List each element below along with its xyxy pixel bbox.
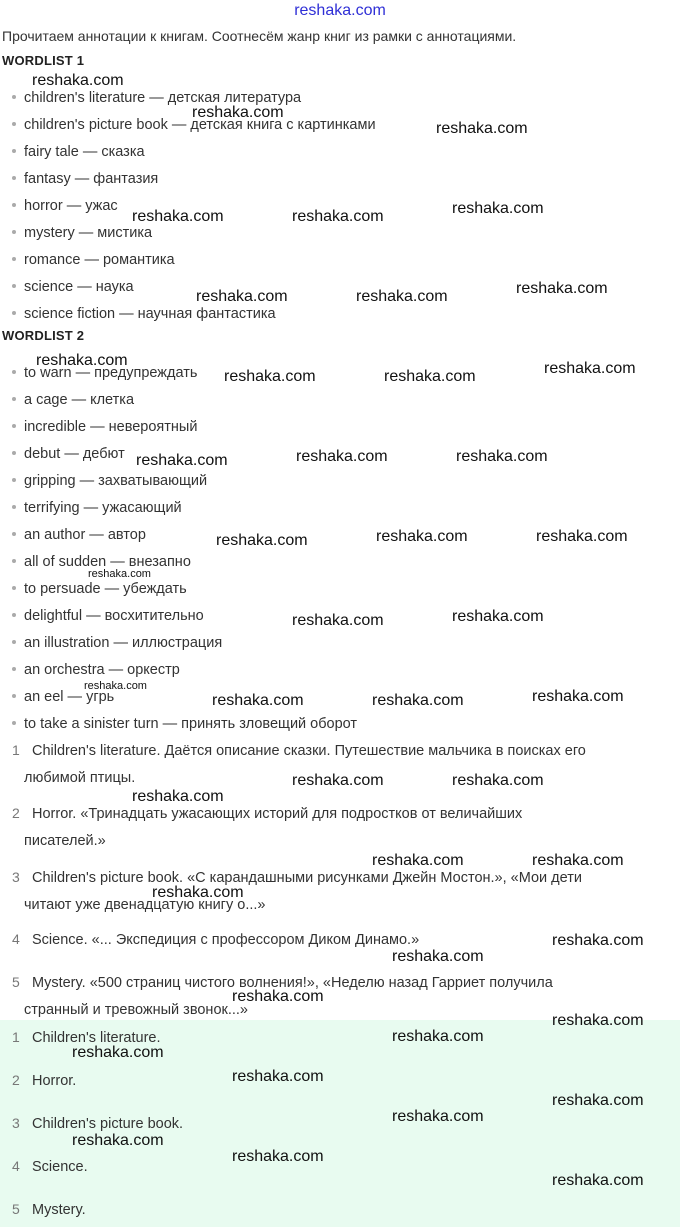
watermark-text: reshaka.com	[36, 352, 128, 369]
wordlist2-item-text: to take a sinister turn — принять зловещий оборот	[24, 716, 358, 732]
watermark-text: reshaka.com	[296, 448, 388, 465]
wordlist2-item	[12, 500, 182, 516]
watermark-text: reshaka.com	[392, 1108, 484, 1125]
answer-text: Science.	[32, 1159, 88, 1175]
watermark-text: reshaka.com	[72, 1132, 164, 1149]
watermark-text: reshaka.com	[456, 448, 548, 465]
bullet-icon	[12, 95, 16, 99]
wordlist2-item-text: a cage — клетка	[24, 392, 135, 408]
wordlist1-item-text: fantasy — фантазия	[24, 171, 159, 187]
answer-text: Mystery.	[32, 1202, 86, 1218]
wordlist2-item-text: all of sudden — внезапно	[24, 554, 191, 570]
bullet-icon	[12, 478, 16, 482]
annotation-text-continued: читают уже двенадцатую книгу о...»	[24, 897, 266, 913]
answer-number: 4	[12, 1158, 20, 1174]
annotation-item	[12, 931, 419, 948]
wordlist2-item	[12, 446, 125, 462]
watermark-text: reshaka.com	[216, 532, 308, 549]
watermark-text: reshaka.com	[292, 208, 384, 225]
site-link[interactable]: reshaka.com	[294, 2, 386, 19]
watermark-text: reshaka.com	[384, 368, 476, 385]
wordlist2-item-text: gripping — захватывающий	[24, 473, 208, 489]
bullet-icon	[12, 721, 16, 725]
watermark-text: reshaka.com	[452, 608, 544, 625]
watermark-text: reshaka.com	[196, 288, 288, 305]
bullet-icon	[12, 370, 16, 374]
wordlist1-title: WORDLIST 1	[2, 53, 85, 68]
annotation-number: 4	[12, 931, 20, 947]
watermark-text: reshaka.com	[136, 452, 228, 469]
watermark-text: reshaka.com	[88, 568, 151, 580]
wordlist2-title: WORDLIST 2	[2, 328, 85, 343]
watermark-text: reshaka.com	[292, 772, 384, 789]
watermark-text: reshaka.com	[392, 1028, 484, 1045]
wordlist2-item-text: incredible — невероятный	[24, 419, 198, 435]
bullet-icon	[12, 505, 16, 509]
annotation-text: Children's literature. Даётся описание сказки. Путешествие мальчика в поисках его	[32, 743, 586, 759]
wordlist2-item-text: an illustration — иллюстрация	[24, 635, 223, 651]
answer-item	[12, 1072, 76, 1089]
answer-text: Horror.	[32, 1073, 77, 1089]
annotation-text: Science. «... Экспедиция с профессором Диком Динамо.»	[32, 932, 420, 948]
answer-text: Children's picture book.	[32, 1116, 184, 1132]
wordlist2-item	[12, 635, 222, 651]
answer-item	[12, 1158, 88, 1175]
wordlist2-item-text: to persuade — убеждать	[24, 581, 187, 597]
wordlist2-item	[12, 419, 197, 435]
watermark-text: reshaka.com	[192, 104, 284, 121]
watermark-text: reshaka.com	[84, 680, 147, 692]
wordlist1-item-text: science fiction — научная фантастика	[24, 306, 276, 322]
bullet-icon	[12, 667, 16, 671]
annotation-number: 2	[12, 805, 20, 821]
bullet-icon	[12, 284, 16, 288]
watermark-text: reshaka.com	[532, 688, 624, 705]
wordlist1-item	[12, 279, 134, 295]
watermark-text: reshaka.com	[212, 692, 304, 709]
annotation-number: 3	[12, 869, 20, 885]
watermark-text: reshaka.com	[376, 528, 468, 545]
bullet-icon	[12, 311, 16, 315]
bullet-icon	[12, 397, 16, 401]
answer-number: 2	[12, 1072, 20, 1088]
annotation-number: 1	[12, 742, 20, 758]
annotation-text-continued: писателей.»	[24, 833, 106, 849]
answer-number: 5	[12, 1201, 20, 1217]
bullet-icon	[12, 586, 16, 590]
watermark-text: reshaka.com	[232, 988, 324, 1005]
wordlist1-item	[12, 306, 276, 322]
watermark-text: reshaka.com	[552, 1092, 644, 1109]
watermark-text: reshaka.com	[356, 288, 448, 305]
wordlist2-item	[12, 392, 134, 408]
watermark-text: reshaka.com	[372, 692, 464, 709]
watermark-text: reshaka.com	[152, 884, 244, 901]
wordlist1-item-text: children's picture book — детская книга с картинками	[24, 117, 376, 133]
annotation-text: Horror. «Тринадцать ужасающих историй для подростков от величайших	[32, 806, 523, 822]
wordlist2-item-text: terrifying — ужасающий	[24, 500, 182, 516]
bullet-icon	[12, 230, 16, 234]
bullet-icon	[12, 640, 16, 644]
watermark-text: reshaka.com	[544, 360, 636, 377]
wordlist1-item	[12, 144, 145, 160]
bullet-icon	[12, 203, 16, 207]
wordlist2-item	[12, 608, 204, 624]
answer-number: 1	[12, 1029, 20, 1045]
annotation-item	[12, 805, 522, 822]
answer-item	[12, 1201, 86, 1218]
bullet-icon	[12, 694, 16, 698]
wordlist1-item-text: romance — романтика	[24, 252, 175, 268]
watermark-text: reshaka.com	[532, 852, 624, 869]
instruction-text: Прочитаем аннотации к книгам. Соотнесём жанр книг из рамки с аннотациями.	[2, 28, 517, 44]
wordlist2-item-text: an orchestra — оркестр	[24, 662, 180, 678]
watermark-text: reshaka.com	[232, 1148, 324, 1165]
watermark-text: reshaka.com	[436, 120, 528, 137]
bullet-icon	[12, 257, 16, 261]
watermark-text: reshaka.com	[452, 200, 544, 217]
watermark-text: reshaka.com	[392, 948, 484, 965]
wordlist2-item	[12, 662, 180, 678]
wordlist2-item-text: an eel — угрь	[24, 689, 115, 705]
wordlist2-item	[12, 473, 207, 489]
watermark-text: reshaka.com	[224, 368, 316, 385]
wordlist1-item-text: mystery — мистика	[24, 225, 153, 241]
wordlist2-item-text: an author — автор	[24, 527, 146, 543]
wordlist2-item-text: delightful — восхитительно	[24, 608, 204, 624]
bullet-icon	[12, 451, 16, 455]
watermark-text: reshaka.com	[552, 1012, 644, 1029]
wordlist1-item	[12, 225, 152, 241]
wordlist2-item-text: debut — дебют	[24, 446, 125, 462]
answer-item	[12, 1115, 183, 1132]
watermark-text: reshaka.com	[132, 788, 224, 805]
bullet-icon	[12, 559, 16, 563]
bullet-icon	[12, 122, 16, 126]
watermark-text: reshaka.com	[516, 280, 608, 297]
watermark-text: reshaka.com	[552, 1172, 644, 1189]
annotation-text-continued: странный и тревожный звонок...»	[24, 1002, 248, 1018]
annotation-text: Children's picture book. «С карандашными рисунками Джейн Мостон.», «Мои дети	[32, 870, 582, 886]
watermark-text: reshaka.com	[372, 852, 464, 869]
annotation-item	[12, 742, 586, 759]
wordlist1-item-text: children's literature — детская литература	[24, 90, 302, 106]
watermark-text: reshaka.com	[452, 772, 544, 789]
annotation-item	[12, 869, 582, 886]
annotation-text-continued: любимой птицы.	[24, 770, 136, 786]
watermark-text: reshaka.com	[552, 932, 644, 949]
answer-number: 3	[12, 1115, 20, 1131]
annotation-text: Mystery. «500 страниц чистого волнения!», «Неделю назад Гарриет получила	[32, 975, 553, 991]
bullet-icon	[12, 176, 16, 180]
watermark-text: reshaka.com	[232, 1068, 324, 1085]
watermark-text: reshaka.com	[32, 72, 124, 89]
wordlist1-item-text: science — наука	[24, 279, 134, 295]
watermark-text: reshaka.com	[292, 612, 384, 629]
bullet-icon	[12, 532, 16, 536]
wordlist2-item	[12, 716, 357, 732]
wordlist1-item-text: horror — ужас	[24, 198, 118, 214]
answer-text: Children's literature.	[32, 1030, 161, 1046]
bullet-icon	[12, 424, 16, 428]
bullet-icon	[12, 613, 16, 617]
wordlist1-item	[12, 252, 175, 268]
watermark-text: reshaka.com	[72, 1044, 164, 1061]
annotation-number: 5	[12, 974, 20, 990]
watermark-text: reshaka.com	[132, 208, 224, 225]
watermark-text: reshaka.com	[536, 528, 628, 545]
wordlist2-item-text: to warn — предупреждать	[24, 365, 198, 381]
wordlist1-item	[12, 171, 158, 187]
bullet-icon	[12, 149, 16, 153]
wordlist1-item	[12, 198, 118, 214]
wordlist2-item	[12, 581, 187, 597]
wordlist2-item	[12, 527, 146, 543]
wordlist1-item-text: fairy tale — сказка	[24, 144, 145, 160]
